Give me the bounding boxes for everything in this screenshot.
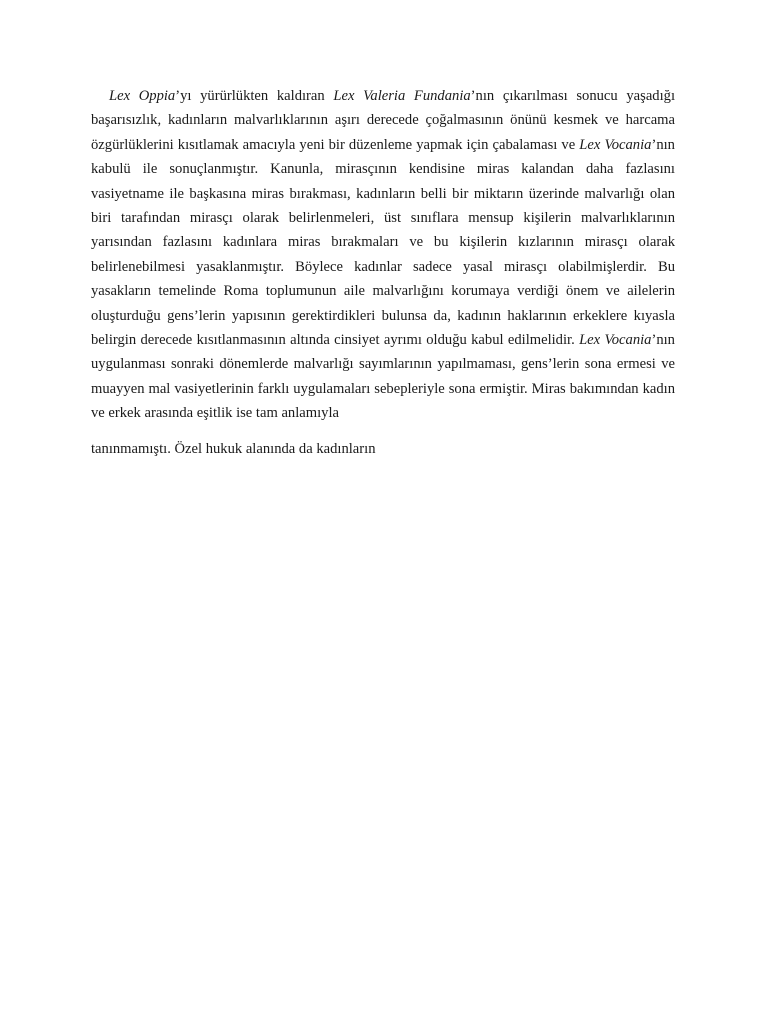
italic-term: Lex Vocania	[579, 136, 652, 153]
text-run: ’nın uygulanması sonraki dönemlerde malvarlığı sayımlarının yapılmaması, gens’lerin sona ermesi ve muayyen mal vasiyetlerinin farklı uygulamaları sebepleriyle sona ermiştir. Miras bakımından kadın ve erkek arasında eşitlik ise tam anlamıyla	[91, 332, 675, 422]
text-run: ’yı yürürlükten kaldıran	[175, 88, 334, 104]
italic-term: Lex Vocania	[579, 332, 652, 349]
paragraph-continuation: tanınmamıştı. Özel hukuk alanında da kadınların	[91, 440, 376, 457]
italic-term: Lex Oppia	[109, 88, 176, 104]
text-run: ’nın çıkarılması sonucu yaşadığı başarısızlık, kadınların malvarlıklarının aşırı derecede çoğalmasının önünü kesmek ve harcama özgürlüklerini kısıtlamak amacıyla yeni bir düzenleme yapmak için çabalaması ve	[91, 88, 675, 153]
italic-term: Lex Valeria Fundania	[333, 88, 471, 104]
paragraph	[91, 84, 675, 426]
body-text	[91, 84, 675, 461]
text-run: ’nın kabulü ile sonuçlanmıştır. Kanunla, mirasçının kendisine miras kalandan daha fazlasını vasiyetname ile başkasına miras bırakması, kadınların belli bir miktarın üzerinde malvarlığı olan biri tarafından mirasçı olarak belirlenmeleri, üst sınıflara mensup kişilerin malvarlıklarının yarısından fazlasını kadınlara miras bırakmaları ve bu kişilerin kızlarının mirasçı olarak belirlenebilmesi yasaklanmıştır. Böylece kadınlar sadece yasal mirasçı olabilmişlerdir. Bu yasakların temelinde Roma toplumunun aile malvarlığını korumaya verdiği önem ve ailelerin oluşturduğu gens’lerin yapısının gerektirdikleri bulunsa da, kadının haklarının erkeklere kıyasla belirgin derecede kısıtlanmasının altında cinsiyet ayrımı olduğu kabul edilmelidir.	[91, 136, 675, 349]
